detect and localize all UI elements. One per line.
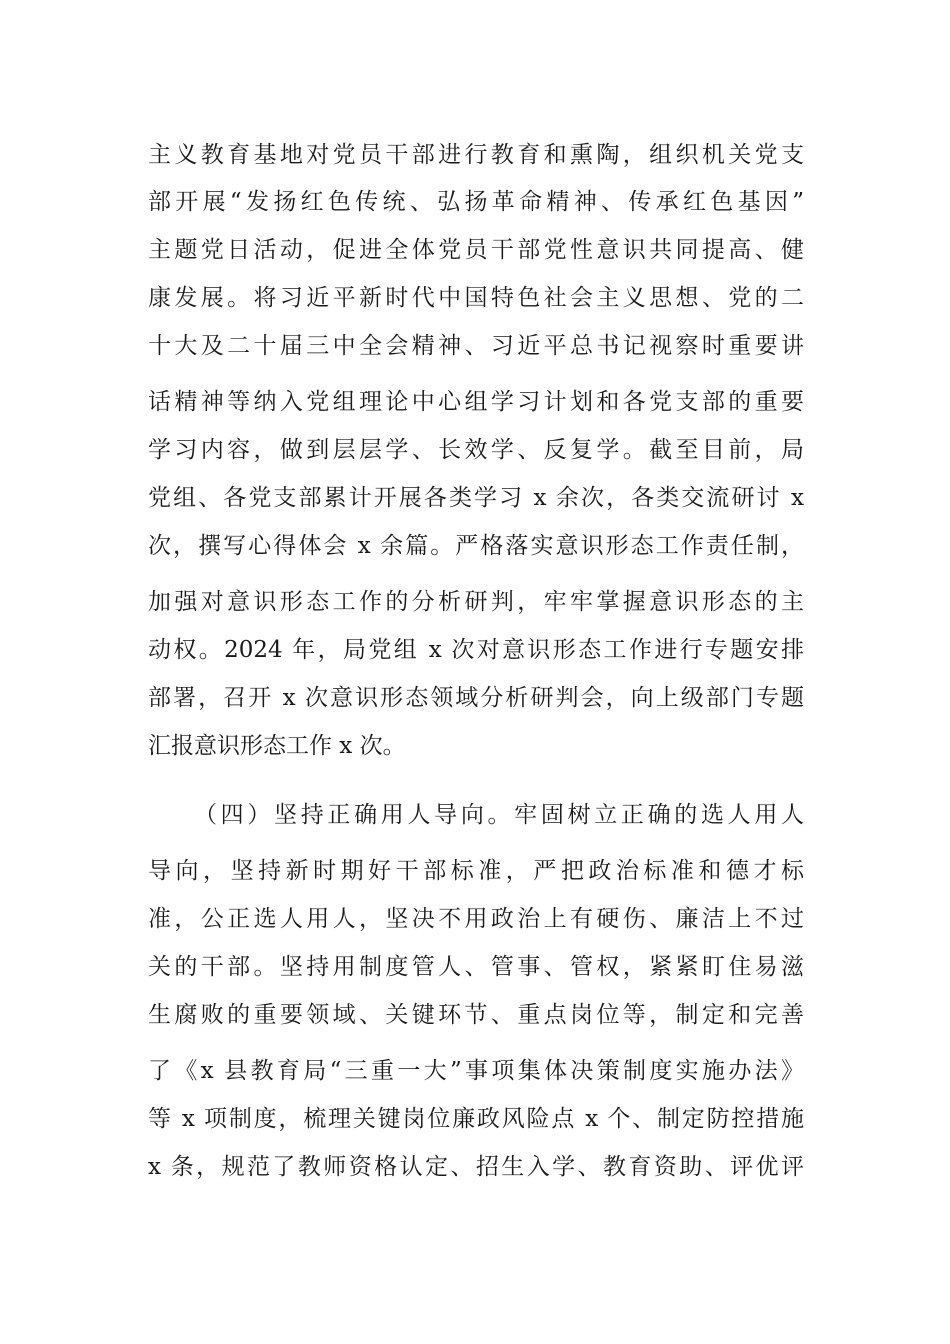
text-line: 汇报意识形态工作 x 次。 (148, 733, 406, 759)
text-line: 次，撰写心得体会 x 余篇。严格落实意识形态工作责任制， (148, 533, 804, 559)
text-line: 动权。2024 年，局党组 x 次对意识形态工作进行专题安排 (148, 637, 804, 663)
text-line: 部署，召开 x 次意识形态领域分析研判会，向上级部门专题 (148, 685, 804, 711)
text-line: 了《x 县教育局“三重一大”事项集体决策制度实施办法》 (148, 1058, 804, 1084)
text-line: 十大及二十届三中全会精神、习近平总书记视察时重要讲 (148, 333, 804, 359)
text-line: 部开展“发扬红色传统、弘扬革命精神、传承红色基因” (148, 189, 804, 215)
text-line: 生腐败的重要领域、关键环节、重点岗位等，制定和完善 (148, 1002, 804, 1028)
text-line: 主义教育基地对党员干部进行教育和熏陶，组织机关党支 (148, 142, 804, 168)
text-line: 主题党日活动，促进全体党员干部党性意识共同提高、健 (148, 237, 804, 263)
text-line: 学习内容，做到层层学、长效学、反复学。截至目前，局 (148, 437, 804, 463)
text-line: 加强对意识形态工作的分析研判，牢牢掌握意识形态的主 (148, 589, 804, 615)
text-line: 等 x 项制度，梳理关键岗位廉政风险点 x 个、制定防控措施 (148, 1106, 804, 1132)
text-line: 导向，坚持新时期好干部标准，严把政治标准和德才标 (148, 858, 804, 884)
text-line: 话精神等纳入党组理论中心组学习计划和各党支部的重要 (148, 389, 804, 415)
text-line: x 条，规范了教师资格认定、招生入学、教育资助、评优评 (148, 1154, 804, 1180)
section-heading-line: （四）坚持正确用人导向。牢固树立正确的选人用人 (194, 802, 804, 828)
text-line: 关的干部。坚持用制度管人、管事、管权，紧紧盯住易滋 (148, 954, 804, 980)
text-line: 准，公正选人用人，坚决不用政治上有硬伤、廉洁上不过 (148, 906, 804, 932)
text-line: 康发展。将习近平新时代中国特色社会主义思想、党的二 (148, 285, 804, 311)
text-line: 党组、各党支部累计开展各类学习 x 余次，各类交流研讨 x (148, 485, 804, 511)
